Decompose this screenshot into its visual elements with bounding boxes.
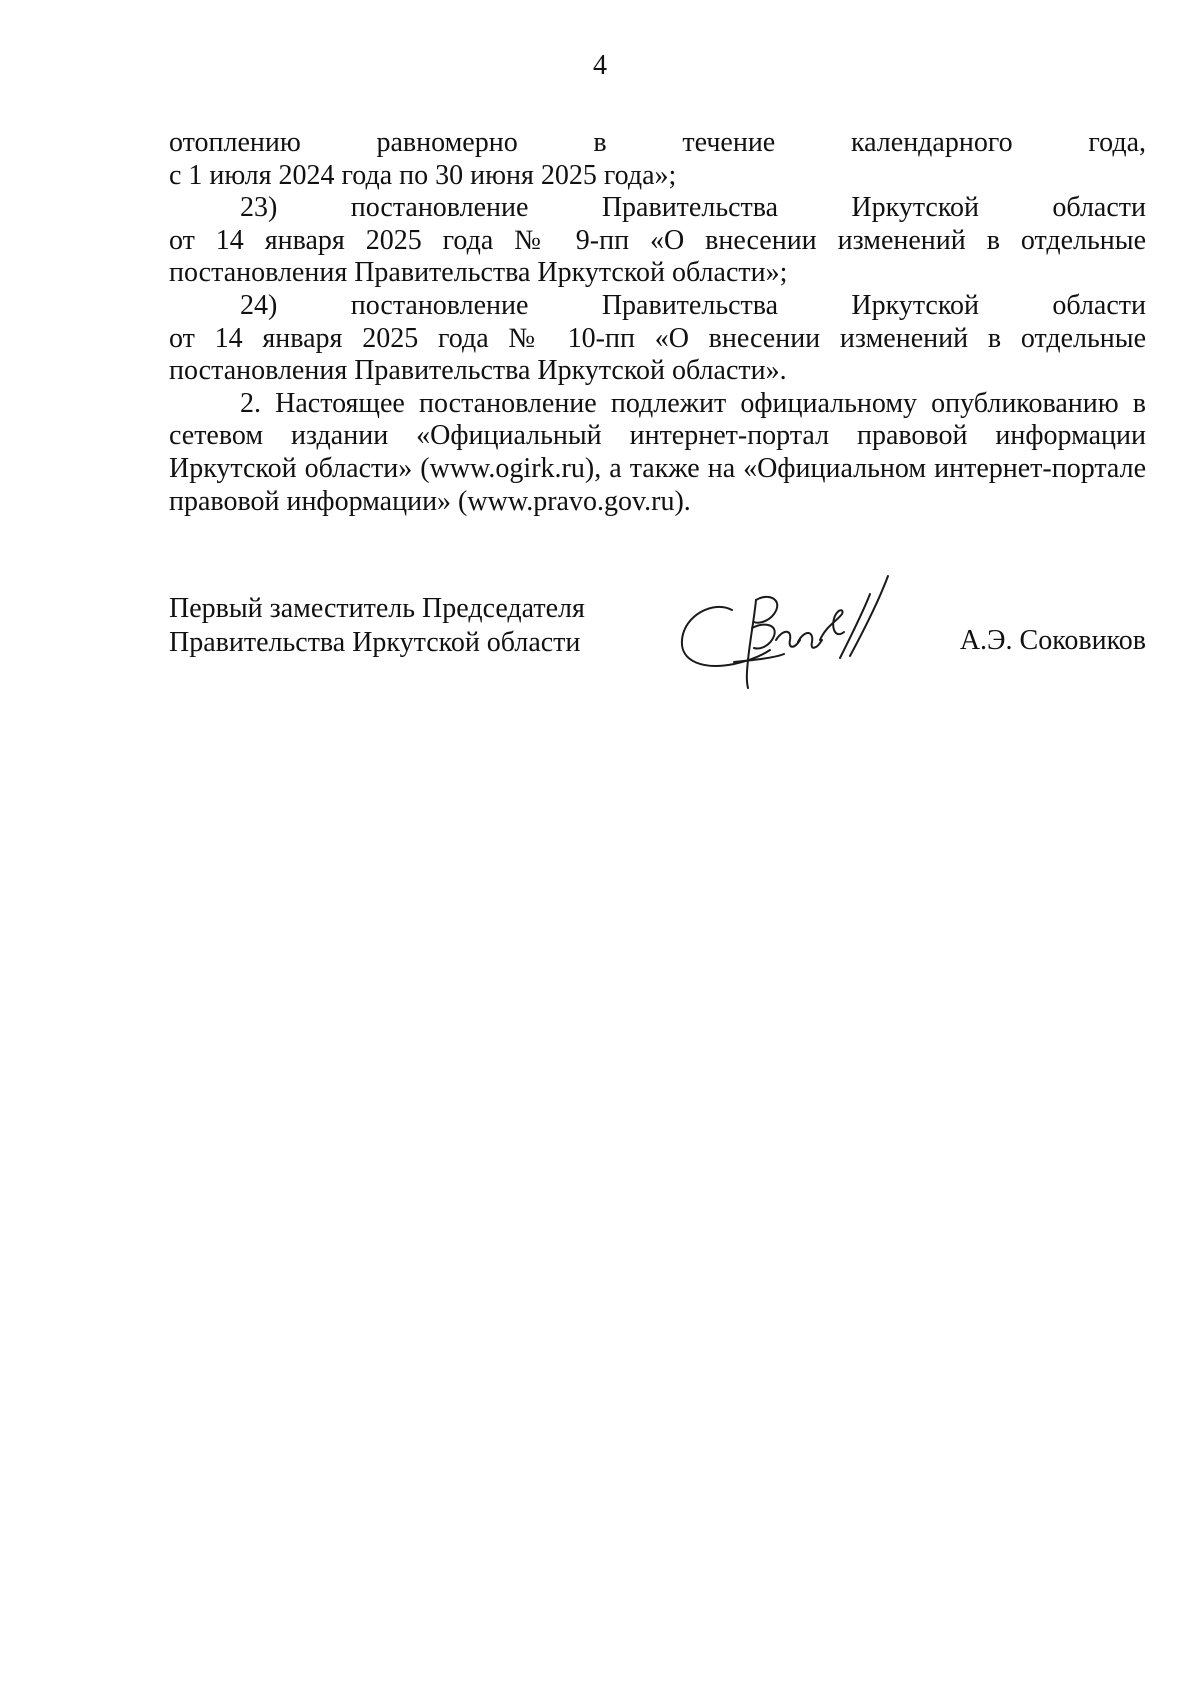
- paragraph-publication: 2. Настоящее постановление подлежит официальному опубликованию в сетевом издании «Официальный интернет-портал правовой информации Иркутской области» (www.ogirk.ru), а также на «Официальном интернет-портале правовой информации» (www.pravo.gov.ru).: [169, 387, 1146, 517]
- list-item-23: [169, 192, 1146, 290]
- signer-title-line: Первый заместитель Председателя: [169, 593, 585, 624]
- text-line: от 14 января 2025 года № 9-пп «О внесении изменений в отдельные постановления Правительства Иркутской области»;: [169, 224, 1146, 289]
- text-line: 23) постановление Правительства Иркутской области: [240, 192, 1146, 224]
- handwritten-signature: [674, 570, 899, 695]
- document-body: [169, 127, 1146, 518]
- text-line: отоплению равномерно в течение календарного года,: [169, 127, 1146, 158]
- signer-title-line: Правительства Иркутской области: [169, 627, 581, 658]
- text-line: от 14 января 2025 года № 10-пп «О внесении изменений в отдельные постановления Правительства Иркутской области».: [169, 322, 1146, 387]
- text-line: с 1 июля 2024 года по 30 июня 2025 года»;: [169, 159, 677, 191]
- signer-name: А.Э. Соковиков: [959, 625, 1146, 656]
- text-line: 24) постановление Правительства Иркутской области: [240, 289, 1146, 321]
- signer-title: [169, 592, 585, 660]
- paragraph-heating-tail: [169, 127, 1146, 192]
- signature-block: [169, 592, 1146, 702]
- list-item-24: [169, 290, 1146, 388]
- page-number: 4: [593, 50, 607, 81]
